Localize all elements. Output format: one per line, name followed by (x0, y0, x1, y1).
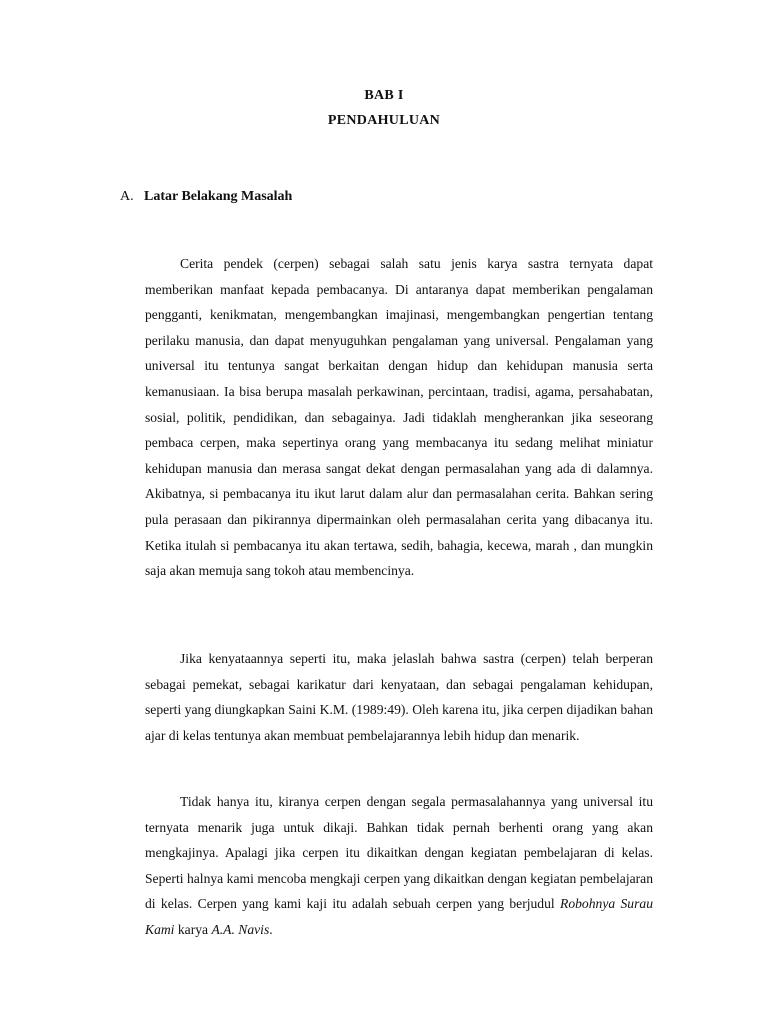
story-title: Robohnya Surau Kami (145, 896, 653, 937)
paragraph-3 (145, 789, 653, 943)
section-heading (120, 188, 292, 206)
paragraph-2: Jika kenyataannya seperti itu, maka jelaslah bahwa sastra (cerpen) telah berperan sebagai pemekat, sebagai karikatur dari kenyataan, dan sebagai pengalaman kehidupan, seperti yang diungkapkan Saini K.M. (1989:49). Oleh karena itu, jika cerpen dijadikan bahan ajar di kelas tentunya akan membuat pembelajarannya lebih hidup dan menarik. (145, 651, 653, 743)
paragraph-1: Cerita pendek (cerpen) sebagai salah satu jenis karya sastra ternyata dapat memberikan manfaat kepada pembacanya. Di antaranya dapat memberikan pengalaman pengganti, kenikmatan, mengembangkan imajinasi, mengembangkan pengertian tentang perilaku manusia, dan dapat menyuguhkan pengalaman yang universal. Pengalaman yang universal itu tentunya sangat berkaitan dengan hidup dan kehidupan manusia serta kemanusiaan. Ia bisa berupa masalah perkawinan, percintaan, tradisi, agama, persahabatan, sosial, politik, pendidikan, dan sebagainya. Jadi tidaklah mengherankan jika seseorang pembaca cerpen, maka sepertinya orang yang membacanya itu sedang melihat miniatur kehidupan manusia dan merasa sangat dekat dengan permasalahan yang ada di dalamnya. Akibatnya, si pembacanya itu ikut larut dalam alur dan permasalahan cerita. Bahkan sering pula perasaan dan pikirannya dipermainkan oleh permasalahan cerita yang dibacanya itu. Ketika itulah si pembacanya itu akan tertawa, sedih, bahagia, kecewa, marah , dan mungkin saja akan memuja sang tokoh atau membencinya. (145, 256, 653, 579)
section-letter: A. (120, 189, 134, 204)
paragraph-3-connector: karya (174, 921, 212, 937)
paragraph-3-text: Tidak hanya itu, kiranya cerpen dengan segala permasalahannya yang universal itu ternyata menarik juga untuk dikaji. Bahkan tidak pernah berhenti orang yang akan mengkajinya. Apalagi jika cerpen itu dikaitkan dengan kegiatan pembelajaran di kelas. Seperti halnya kami mencoba mengkaji cerpen yang dikaitkan dengan kegiatan pembelajaran di kelas. Cerpen yang kami kaji itu adalah sebuah cerpen yang berjudul (145, 794, 653, 912)
chapter-title: PENDAHULUAN (327, 113, 441, 128)
paragraph-3-end: . (269, 921, 273, 937)
story-author: A.A. Navis (211, 921, 270, 937)
section-title: Latar Belakang Masalah (144, 189, 293, 204)
chapter-number: BAB I (364, 88, 404, 103)
